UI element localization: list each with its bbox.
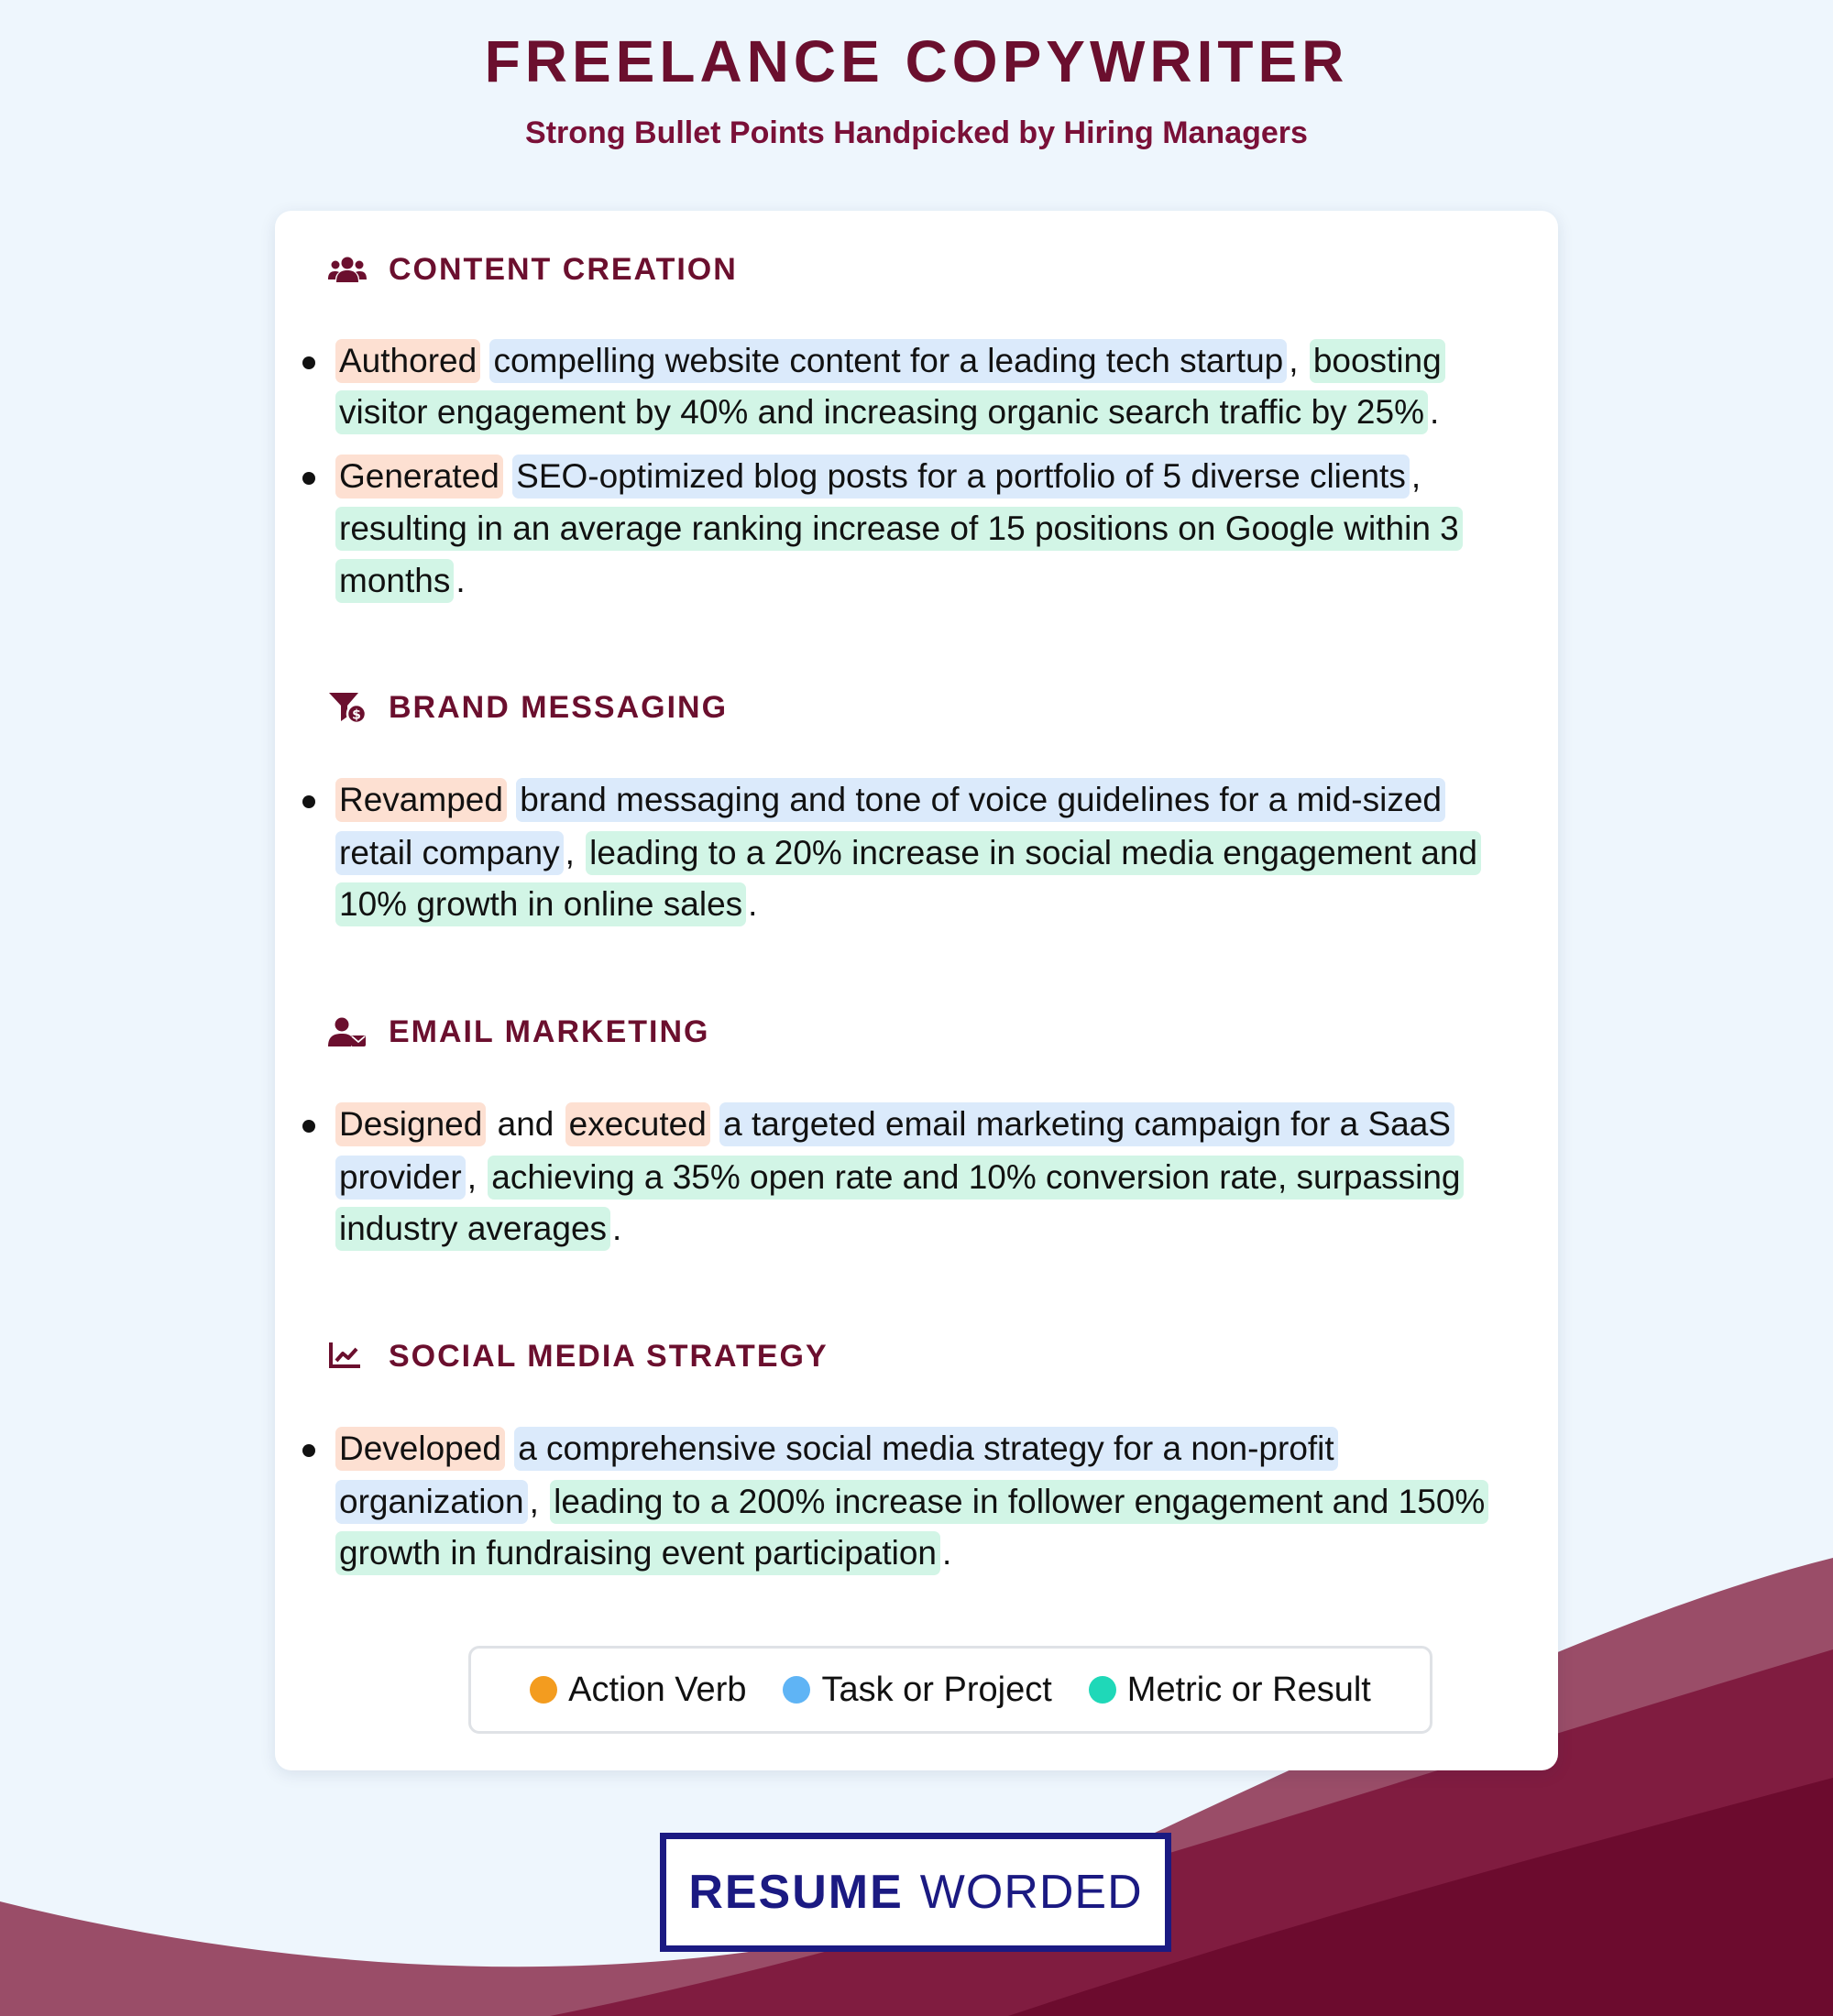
task-highlight: retail company [335,831,564,875]
plain-text: , [565,834,575,871]
legend-label: Metric or Result [1126,1670,1371,1709]
plain-text: . [942,1534,952,1572]
section-brand-messaging [275,685,1558,729]
plain-text: , [1410,457,1421,495]
metric-highlight: growth in fundraising event participation [335,1531,940,1575]
users-icon [328,253,368,286]
metric-highlight: 10% growth in online sales [335,882,746,926]
task-highlight: a targeted email marketing campaign for a SaaS [719,1102,1454,1146]
metric-highlight: visitor engagement by 40% and increasing organic search traffic by 25% [335,390,1428,434]
logo-light-text: WORDED [919,1866,1143,1919]
page-title: FREELANCE COPYWRITER [484,28,1349,94]
bullet-line [335,1156,1464,1200]
chart-line-icon [328,1340,368,1373]
plain-text: . [612,1210,622,1247]
bullet-line [335,339,1445,383]
bullet-dot [302,1120,315,1133]
highlight-legend [468,1646,1432,1734]
section-title: SOCIAL MEDIA STRATEGY [389,1338,829,1374]
plain-text: . [748,885,758,923]
bullet-line [335,559,467,603]
task-highlight: brand messaging and tone of voice guidelines for a mid-sized [516,778,1445,822]
user-mail-icon [328,1015,368,1048]
section-heading [275,1334,1558,1378]
bullet-line [335,882,759,926]
legend-label: Action Verb [568,1670,747,1709]
section-heading [275,685,1558,729]
bullet-dot [302,472,315,485]
action-verb-dot-icon [530,1676,557,1704]
action-verb-highlight: Developed [335,1427,505,1471]
action-verb-highlight: Revamped [335,778,507,822]
plain-text: . [456,562,466,599]
metric-highlight: resulting in an average ranking increase of 15 positions on Google within 3 [335,507,1463,551]
page-header [0,27,1833,151]
task-highlight: SEO-optimized blog posts for a portfolio of 5 diverse clients [512,455,1410,499]
section-title: CONTENT CREATION [389,251,738,287]
action-verb-highlight: Authored [335,339,480,383]
bullet-dot [302,795,315,808]
section-content-creation [275,247,1558,291]
section-social-media-strategy [275,1334,1558,1378]
filter-dollar-icon [328,691,368,724]
metric-highlight: leading to a 200% increase in follower engagement and 150% [550,1480,1488,1524]
legend-item-task-or-project [783,1671,1051,1710]
legend-item-action-verb [530,1671,746,1710]
section-heading [275,247,1558,291]
action-verb-highlight: Designed [335,1102,486,1146]
task-highlight: organization [335,1480,528,1524]
bullet-line [335,778,1445,822]
task-highlight: provider [335,1156,466,1200]
page-subtitle: Strong Bullet Points Handpicked by Hiring Managers [525,115,1308,150]
bullet-line [335,831,1481,875]
task-highlight: compelling website content for a leading tech startup [489,339,1287,383]
bullet-line [335,507,1463,551]
task-highlight: a comprehensive social media strategy for a non-profit [514,1427,1338,1471]
task-dot-icon [783,1676,810,1704]
logo-bold-text: RESUME [688,1866,904,1919]
bullet-line [335,455,1422,499]
plain-text: , [529,1483,539,1520]
section-title: EMAIL MARKETING [389,1013,710,1049]
svg-text:$: $ [352,707,361,723]
bullet-line [335,1531,953,1575]
plain-text: . [1429,393,1440,431]
legend-label: Task or Project [821,1670,1052,1709]
bullet-line [335,1207,623,1251]
bullet-line [335,1102,1454,1146]
section-email-marketing [275,1010,1558,1054]
metric-highlight: achieving a 35% open rate and 10% conversion rate, surpassing [488,1156,1464,1200]
bullet-line [335,390,1441,434]
plain-text: , [1289,342,1299,379]
bullet-dot [302,356,315,369]
metric-highlight: months [335,559,454,603]
action-verb-highlight: executed [565,1102,710,1146]
section-heading [275,1010,1558,1054]
action-verb-highlight: Generated [335,455,503,499]
metric-highlight: boosting [1310,339,1445,383]
metric-highlight: leading to a 20% increase in social media engagement and [586,831,1481,875]
section-title: BRAND MESSAGING [389,689,729,725]
legend-item-metric-or-result [1089,1671,1371,1710]
resume-worded-logo[interactable] [660,1833,1171,1952]
bullet-line [335,1480,1488,1524]
metric-dot-icon [1089,1676,1116,1704]
bullet-dot [302,1444,315,1457]
bullet-points-card [275,211,1558,1770]
plain-text: and [497,1105,554,1143]
plain-text: , [466,1158,477,1196]
bullet-line [335,1427,1338,1471]
metric-highlight: industry averages [335,1207,610,1251]
